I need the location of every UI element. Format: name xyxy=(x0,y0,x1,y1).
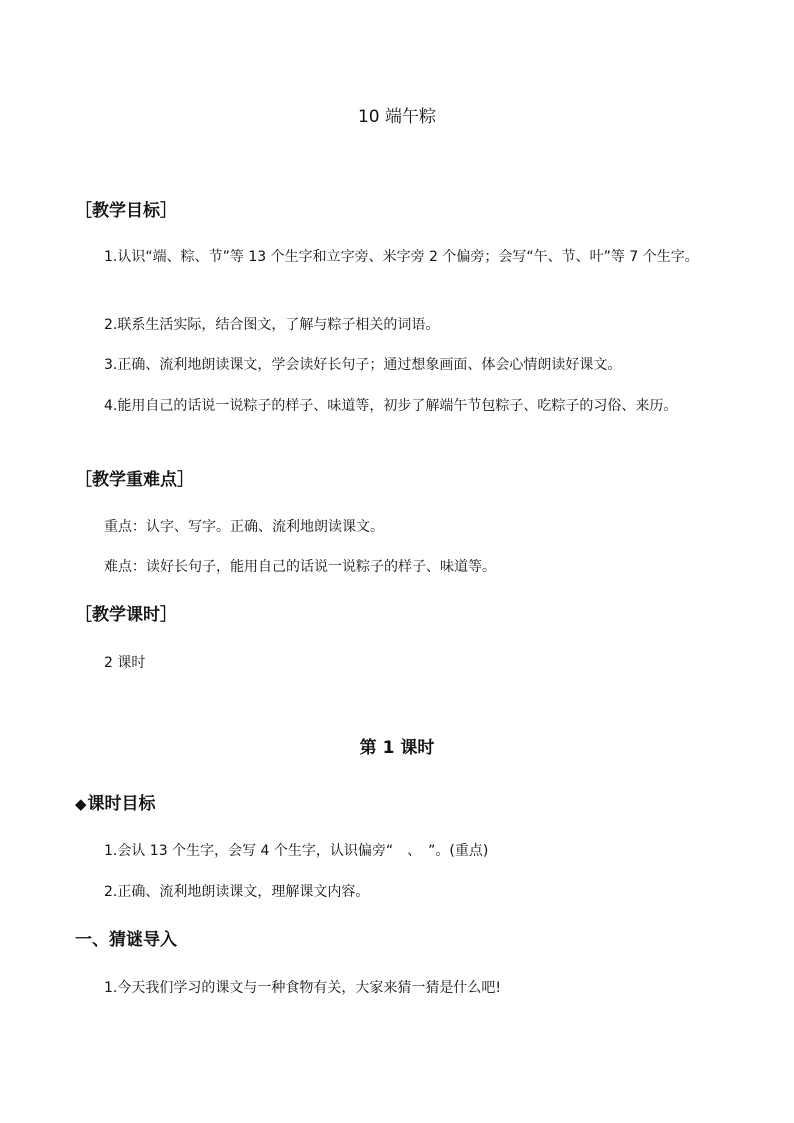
lesson-goals-heading xyxy=(75,792,156,816)
teaching-goal-2: 2.联系生活实际，结合图文，了解与粽子相关的词语。 xyxy=(104,317,440,333)
document-title: 10 端午粽 xyxy=(357,107,437,127)
key-point-difficulty: 难点：读好长句子，能用自己的话说一说粽子的样子、味道等。 xyxy=(104,559,496,575)
key-point-focus: 重点：认字、写字。正确、流利地朗读课文。 xyxy=(104,519,384,535)
teaching-goals-heading: ［教学目标］ xyxy=(75,201,177,221)
lesson-goal-1: 1.会认 13 个生字，会写 4 个生字，认识偏旁“ 、 ”。(重点) xyxy=(104,843,489,859)
teaching-goal-3: 3.正确、流利地朗读课文，学会读好长句子；通过想象画面、体会心情朗读好课文。 xyxy=(104,357,622,373)
part1-item-1: 1.今天我们学习的课文与一种食物有关，大家来猜一猜是什么吧! xyxy=(104,980,501,996)
lesson-goals-heading-text: 课时目标 xyxy=(87,794,156,814)
class-hours-value: 2 课时 xyxy=(104,655,146,671)
teaching-goal-4: 4.能用自己的话说一说粽子的样子、味道等，初步了解端午节包粽子、吃粽子的习俗、来历。 xyxy=(104,398,678,414)
diamond-bullet-icon: ◆ xyxy=(75,795,87,813)
part1-heading: 一、猜谜导入 xyxy=(75,930,177,950)
lesson-title: 第 1 课时 xyxy=(359,738,435,758)
key-points-heading: ［教学重难点］ xyxy=(75,470,194,490)
lesson-goal-2: 2.正确、流利地朗读课文，理解课文内容。 xyxy=(104,884,370,900)
teaching-goal-1: 1.认识“端、粽、节”等 13 个生字和立字旁、米字旁 2 个偏旁；会写“午、节、叶”等 7 个生字。 xyxy=(104,249,699,265)
class-hours-heading: ［教学课时］ xyxy=(75,605,177,625)
